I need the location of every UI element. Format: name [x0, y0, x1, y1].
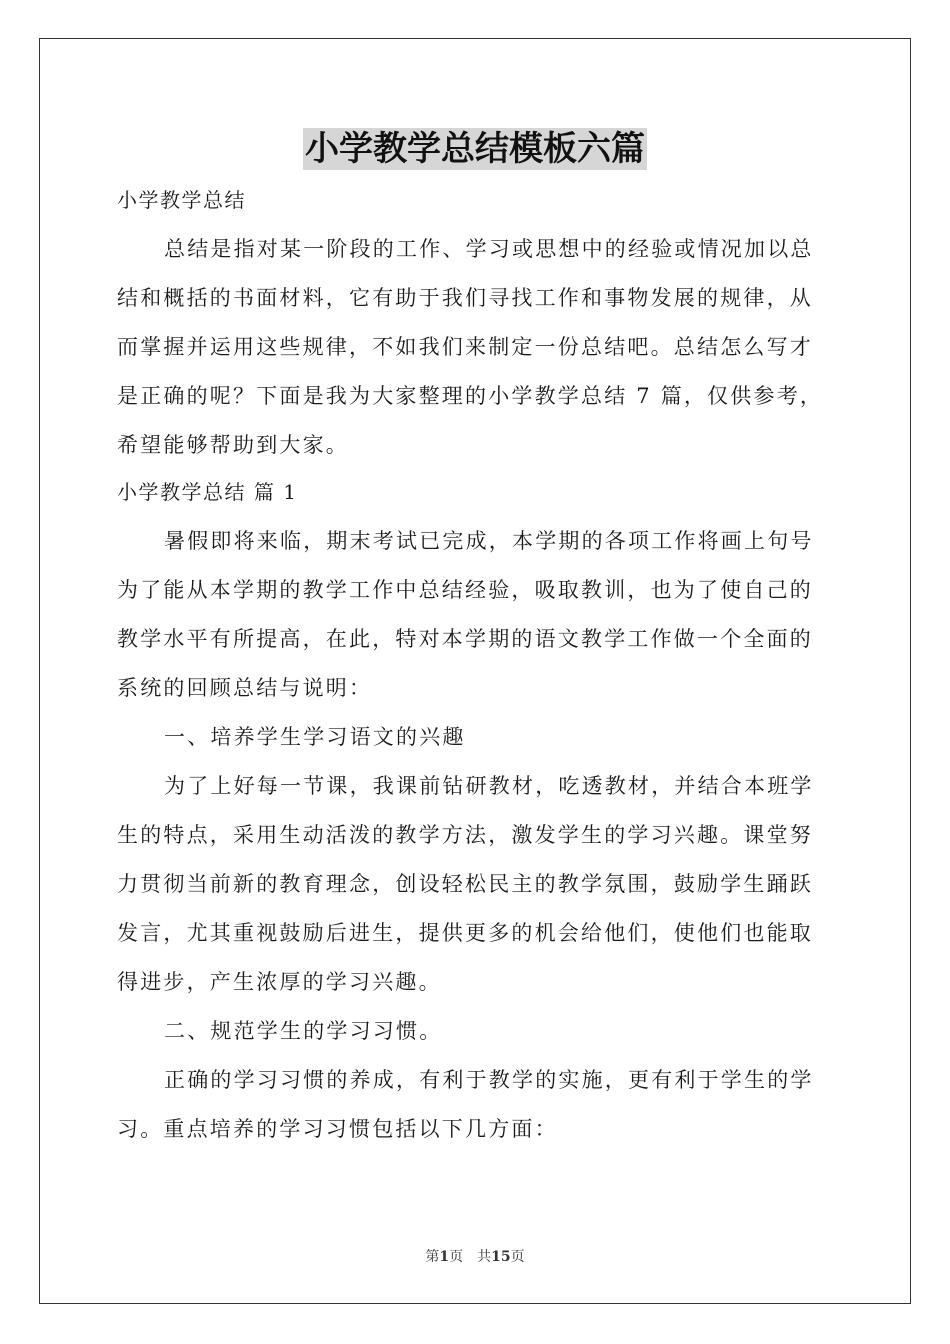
- sub1-line: 力贯彻当前新的教育理念，创设轻松民主的教学氛围，鼓励学生踊跃: [117, 872, 813, 896]
- intro-line: 结和概括的书面材料，它有助于我们寻找工作和事物发展的规律，从: [117, 286, 813, 310]
- sub1-line: 得进步，产生浓厚的学习兴趣。: [117, 970, 442, 994]
- part1-heading: 小学教学总结 篇 1: [117, 480, 298, 504]
- sub2-line: 正确的学习习惯的养成，有利于教学的实施，更有利于学生的学: [164, 1068, 814, 1092]
- subheading-interest: 一、培养学生学习语文的兴趣: [164, 725, 466, 749]
- page-prefix: 第: [425, 1249, 440, 1265]
- document-body: [117, 178, 835, 1154]
- part1-line: 暑假即将来临，期末考试已完成，本学期的各项工作将画上句号: [164, 529, 814, 553]
- intro-line: 而掌握并运用这些规律，不如我们来制定一份总结吧。总结怎么写才: [117, 335, 813, 359]
- intro-line: 是正确的呢？下面是我为大家整理的小学教学总结 7 篇，仅供参考，: [117, 384, 824, 408]
- part1-line: 为了能从本学期的教学工作中总结经验，吸取教训，也为了使自己的: [117, 578, 813, 602]
- page-suffix: 页: [510, 1249, 525, 1265]
- intro-line: 总结是指对某一阶段的工作、学习或思想中的经验或情况加以总: [164, 237, 814, 261]
- sub2-line: 习。重点培养的学习习惯包括以下几方面：: [117, 1117, 558, 1141]
- page-total-number: 15: [491, 1249, 511, 1265]
- intro-line: 希望能够帮助到大家。: [117, 433, 349, 457]
- page-current-number: 1: [439, 1249, 450, 1265]
- sub1-line: 生的特点，采用生动活泼的教学方法，激发学生的学习兴趣。课堂努: [117, 823, 813, 847]
- sub1-line: 发言，尤其重视鼓励后进生，提供更多的机会给他们，使他们也能取: [117, 921, 813, 945]
- part1-line: 教学水平有所提高，在此，特对本学期的语文教学工作做一个全面的: [117, 627, 813, 651]
- document-title: 小学教学总结模板六篇: [305, 129, 645, 169]
- sub1-line: 为了上好每一节课，我课前钻研教材，吃透教材，并结合本班学: [164, 774, 814, 798]
- page-mid: 页 共: [449, 1249, 492, 1265]
- part1-line: 系统的回顾总结与说明：: [117, 676, 373, 700]
- page-footer: [0, 1246, 950, 1266]
- subheading-habits: 二、规范学生的学习习惯。: [164, 1019, 443, 1043]
- intro-heading: 小学教学总结: [117, 188, 246, 212]
- document-title-wrapper: [0, 128, 950, 170]
